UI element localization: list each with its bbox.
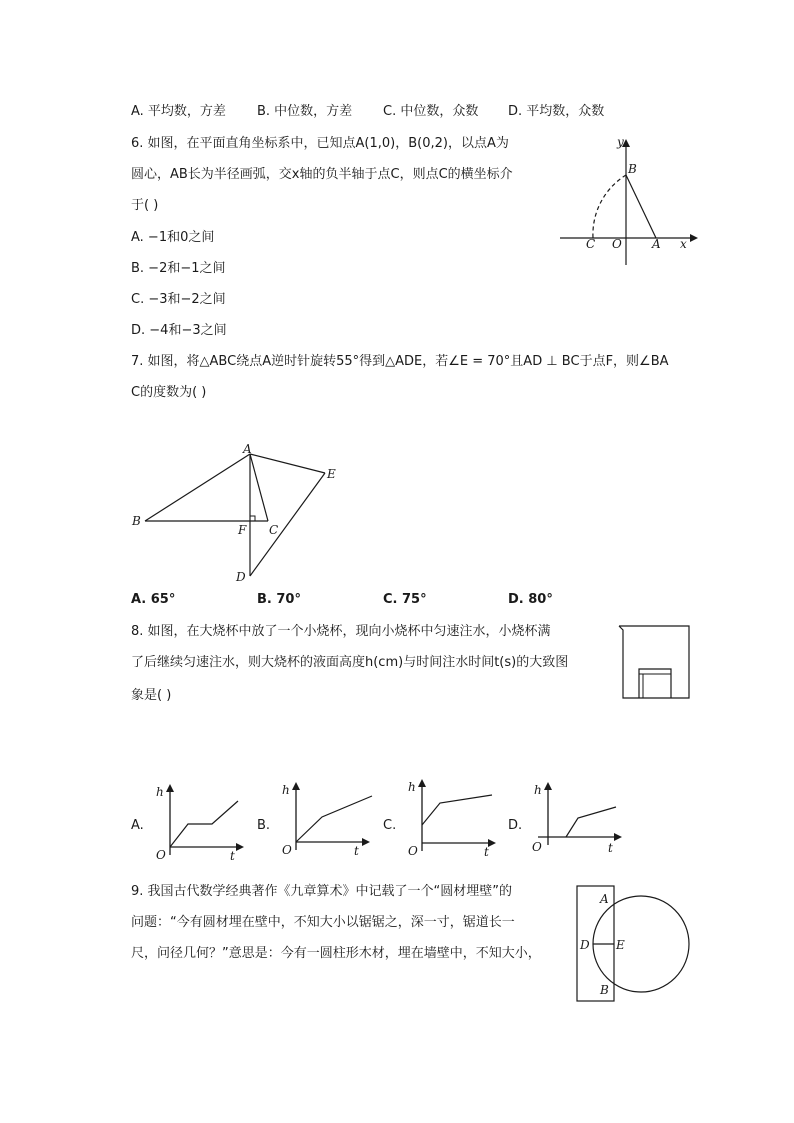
q9-circle-wall-figure <box>570 882 695 1007</box>
label-b: B <box>600 983 609 997</box>
q7-option-a: A. 65° <box>131 592 176 607</box>
label-e: E <box>327 467 336 481</box>
q6-text-line3: 于( ) <box>131 198 159 213</box>
q5-option-a: A. 平均数，方差 <box>131 104 226 119</box>
right-angle-mark <box>250 516 255 521</box>
h-axis-arrow-icon <box>166 784 174 792</box>
label-o: O <box>282 843 292 857</box>
q8-option-b-label: B. <box>257 818 271 833</box>
label-o: O <box>612 237 622 251</box>
q9-text-line1: 9. 我国古代数学经典著作《九章算术》中记载了一个“圆材埋壁”的 <box>131 884 513 899</box>
q6-option-c: C. −3和−2之间 <box>131 292 226 307</box>
q8-beaker-figure <box>617 622 695 702</box>
graph-line <box>296 796 372 842</box>
label-b: B <box>628 162 637 176</box>
q6-option-d: D. −4和−3之间 <box>131 323 227 338</box>
label-x: x <box>680 237 687 251</box>
t-axis-arrow-icon <box>614 833 622 841</box>
q8-graph-c <box>402 775 502 860</box>
segment-ab <box>626 175 656 238</box>
dashed-arc <box>593 175 626 238</box>
graph-line <box>422 795 492 825</box>
segment-ac <box>250 454 268 521</box>
q5-option-c: C. 中位数，众数 <box>383 104 479 119</box>
label-c: C <box>586 237 596 251</box>
label-a: A <box>243 442 252 456</box>
q9-text-line2: 问题：“今有圆材埋在壁中，不知大小以锯锯之，深一寸，锯道长一 <box>131 915 515 930</box>
label-h: h <box>408 780 416 794</box>
q5-option-b: B. 中位数，方差 <box>257 104 353 119</box>
q8-graph-b <box>276 778 376 863</box>
q7-option-b: B. 70° <box>257 592 301 607</box>
h-axis-arrow-icon <box>418 779 426 787</box>
segment-ab <box>145 454 250 521</box>
q6-text-line2: 圆心，AB长为半径画弧，交x轴的负半轴于点C，则点C的横坐标介 <box>131 167 513 182</box>
segment-de <box>250 473 325 576</box>
x-axis-arrow-icon <box>690 234 698 242</box>
q5-option-d: D. 平均数，众数 <box>508 104 605 119</box>
q8-text-line1: 8. 如图，在大烧杯中放了一个小烧杯，现向小烧杯中匀速注水，小烧杯满 <box>131 624 551 639</box>
q7-text-line2: C的度数为( ) <box>131 385 207 400</box>
segment-ae <box>250 454 325 473</box>
t-axis-arrow-icon <box>236 843 244 851</box>
label-c: C <box>269 523 279 537</box>
label-f: F <box>238 523 247 537</box>
q7-option-d: D. 80° <box>508 592 553 607</box>
q8-option-a-label: A. <box>131 818 144 833</box>
small-beaker <box>639 669 671 698</box>
label-t: t <box>230 849 235 863</box>
q8-graph-a <box>150 780 250 865</box>
q6-option-b: B. −2和−1之间 <box>131 261 226 276</box>
q8-graph-d <box>528 778 628 863</box>
q6-text-line1: 6. 如图，在平面直角坐标系中，已知点A(1,0)，B(0,2)，以点A为 <box>131 136 509 151</box>
q8-option-d-label: D. <box>508 818 523 833</box>
q7-triangle-figure <box>128 440 348 590</box>
q8-option-c-label: C. <box>383 818 397 833</box>
label-t: t <box>354 844 359 858</box>
q8-text-line3: 象是( ) <box>131 688 172 703</box>
label-t: t <box>484 845 489 859</box>
label-o: O <box>156 848 166 862</box>
label-d: D <box>580 938 590 952</box>
t-axis-arrow-icon <box>488 839 496 847</box>
q7-option-c: C. 75° <box>383 592 427 607</box>
label-o: O <box>408 844 418 858</box>
label-b: B <box>132 514 141 528</box>
label-y: y <box>617 135 624 149</box>
graph-line <box>170 801 238 847</box>
label-o: O <box>532 840 542 854</box>
label-a: A <box>600 892 609 906</box>
h-axis-arrow-icon <box>544 782 552 790</box>
label-h: h <box>282 783 290 797</box>
t-axis-arrow-icon <box>362 838 370 846</box>
label-h: h <box>534 783 542 797</box>
q6-option-a: A. −1和0之间 <box>131 230 215 245</box>
q8-text-line2: 了后继续匀速注水，则大烧杯的液面高度h(cm)与时间注水时间t(s)的大致图 <box>131 655 569 670</box>
large-beaker <box>619 626 689 698</box>
q9-text-line3: 尺，问径几何？”意思是：今有一圆柱形木材，埋在墙壁中，不知大小， <box>131 946 541 961</box>
h-axis-arrow-icon <box>292 782 300 790</box>
graph-line <box>566 807 616 837</box>
label-a: A <box>652 237 661 251</box>
q6-coordinate-figure <box>560 135 700 270</box>
label-t: t <box>608 841 613 855</box>
label-e: E <box>616 938 625 952</box>
label-d: D <box>236 570 246 584</box>
q7-text-line1: 7. 如图，将△ABC绕点A逆时针旋转55°得到△ADE，若∠E = 70°且AD ⊥ BC于点F，则∠BA <box>131 354 669 369</box>
label-h: h <box>156 785 164 799</box>
